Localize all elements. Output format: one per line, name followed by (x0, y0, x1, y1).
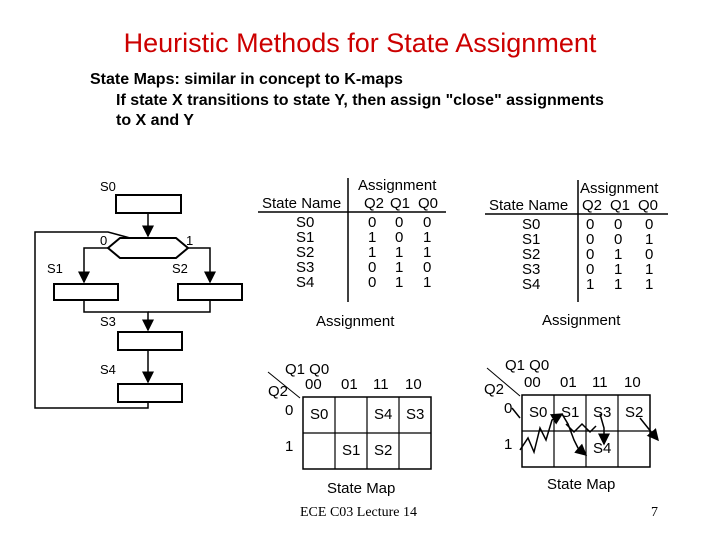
branch-label-0: 0 (100, 233, 108, 248)
table-left-col-q0: Q0 (418, 195, 439, 212)
map-right-top-label: Q1 Q0 (505, 357, 550, 374)
state-map-right (484, 357, 658, 493)
state-box-s3 (118, 332, 182, 350)
table-right-row-1-bit-1: 0 (614, 231, 623, 248)
ml-col-header-2: 11 (373, 376, 389, 393)
mr-row-header-1: 1 (504, 436, 513, 453)
mr-cell-0-2: S3 (593, 404, 612, 421)
table-left-row-0-bit-1: 0 (395, 214, 404, 231)
ml-cell-1-2: S2 (374, 442, 393, 459)
ml-cell-0-2: S4 (374, 406, 393, 423)
ml-col-header-0: 00 (305, 376, 322, 393)
subtitle-line-2: If state X transitions to state Y, then assign "close" assignments (116, 92, 604, 109)
table-right-row-2-state: S2 (522, 246, 541, 263)
table-left-header: Assignment (358, 177, 437, 194)
subtitle-line-1: State Maps: similar in concept to K-maps (90, 71, 403, 88)
table-left-row-1-state: S1 (296, 229, 315, 246)
table-left-row-2-bit-1: 1 (395, 244, 404, 261)
assignment-table-left (258, 177, 446, 330)
table-left-row-2-bit-2: 1 (423, 244, 432, 261)
table-right-row-2-bit-1: 1 (614, 246, 623, 263)
map-left-side-label: Q2 (268, 383, 289, 400)
ml-cell-1-1: S1 (342, 442, 361, 459)
mr-cell-0-3: S2 (625, 404, 644, 421)
table-left-row-1-bit-0: 1 (368, 229, 377, 246)
table-left-row-3-bit-1: 1 (395, 259, 404, 276)
footer-course: ECE C03 Lecture 14 (300, 505, 418, 520)
flow-label-s0 (100, 179, 116, 194)
footer-page-number: 7 (651, 505, 658, 520)
table-left-row-4-bit-2: 1 (423, 274, 432, 291)
mr-col-header-0: 00 (524, 374, 541, 391)
state-box-s0 (116, 195, 181, 213)
mr-col-header-2: 11 (592, 374, 608, 391)
table-left-row-3-bit-0: 0 (368, 259, 377, 276)
table-right-col-state: State Name (489, 197, 569, 214)
table-left-row-3-bit-2: 0 (423, 259, 432, 276)
table-right-row-0-bit-1: 0 (614, 216, 623, 233)
mr-row-header-0: 0 (504, 400, 513, 417)
table-right-row-0-state: S0 (522, 216, 541, 233)
table-left-row-0-state: S0 (296, 214, 315, 231)
flow-label-s2: S2 (172, 261, 188, 276)
table-left-row-3-state: S3 (296, 259, 315, 276)
subtitle-line-3: to X and Y (116, 112, 194, 129)
table-right-row-2-bit-2: 0 (645, 246, 654, 263)
state-box-s2 (178, 284, 242, 300)
mr-col-header-1: 01 (560, 374, 577, 391)
flow-label-s1: S1 (47, 261, 63, 276)
table-right-row-4-bit-0: 1 (586, 276, 595, 293)
table-left-row-1-bit-1: 0 (395, 229, 404, 246)
table-right-row-4-bit-2: 1 (645, 276, 654, 293)
flowchart (35, 179, 242, 408)
ml-row-header-1: 1 (285, 438, 294, 455)
state-map-left (268, 361, 431, 497)
ml-cell-0-3: S3 (406, 406, 425, 423)
mr-cell-1-2: S4 (593, 440, 612, 457)
table-left-row-1-bit-2: 1 (423, 229, 432, 246)
table-right-row-0-bit-2: 0 (645, 216, 654, 233)
table-left-row-4-bit-0: 0 (368, 274, 377, 291)
table-right-col-q0: Q0 (638, 197, 659, 214)
mr-cell-0-0: S0 (529, 404, 548, 421)
ml-col-header-1: 01 (341, 376, 358, 393)
table-right-row-3-bit-0: 0 (586, 261, 595, 278)
table-right-col-q2: Q2 (582, 197, 603, 214)
map-right-caption: State Map (547, 476, 616, 493)
table-left-col-q1: Q1 (390, 195, 411, 212)
table-right-row-3-bit-2: 1 (645, 261, 654, 278)
map-left-top-label: Q1 Q0 (285, 361, 330, 378)
map-right-side-label: Q2 (484, 381, 505, 398)
ml-row-header-0: 0 (285, 402, 294, 419)
table-left-col-state: State Name (262, 195, 342, 212)
table-left-col-q2: Q2 (364, 195, 385, 212)
table-left-row-4-bit-1: 1 (395, 274, 404, 291)
table-right-row-1-bit-0: 0 (586, 231, 595, 248)
table-right-row-1-bit-2: 1 (645, 231, 654, 248)
table-left-row-0-bit-2: 0 (423, 214, 432, 231)
state-box-s1 (54, 284, 118, 300)
table-left-row-4-state: S4 (296, 274, 315, 291)
page-title: Heuristic Methods for State Assignment (123, 28, 597, 58)
table-right-row-1-state: S1 (522, 231, 541, 248)
decision-hexagon (108, 238, 188, 258)
table-right-row-0-bit-0: 0 (586, 216, 595, 233)
mr-col-header-3: 10 (624, 374, 641, 391)
table-right-col-q1: Q1 (610, 197, 631, 214)
mr-cell-0-1: S1 (561, 404, 580, 421)
table-left-row-2-state: S2 (296, 244, 315, 261)
flow-s0-text: S0 (100, 179, 116, 194)
branch-label-1: 1 (186, 233, 194, 248)
ml-cell-0-0: S0 (310, 406, 329, 423)
assignment-table-right (485, 180, 668, 329)
flow-label-s3: S3 (100, 314, 116, 329)
table-right-row-2-bit-0: 0 (586, 246, 595, 263)
table-right-row-3-state: S3 (522, 261, 541, 278)
table-left-row-2-bit-0: 1 (368, 244, 377, 261)
table-right-header: Assignment (580, 180, 659, 197)
table-right-row-4-state: S4 (522, 276, 541, 293)
ml-col-header-3: 10 (405, 376, 422, 393)
table-left-caption: Assignment (316, 313, 395, 330)
table-right-caption: Assignment (542, 312, 621, 329)
flow-label-s4: S4 (100, 362, 116, 377)
table-left-row-0-bit-0: 0 (368, 214, 377, 231)
table-right-row-3-bit-1: 1 (614, 261, 623, 278)
state-box-s4 (118, 384, 182, 402)
map-left-caption: State Map (327, 480, 396, 497)
table-right-row-4-bit-1: 1 (614, 276, 623, 293)
